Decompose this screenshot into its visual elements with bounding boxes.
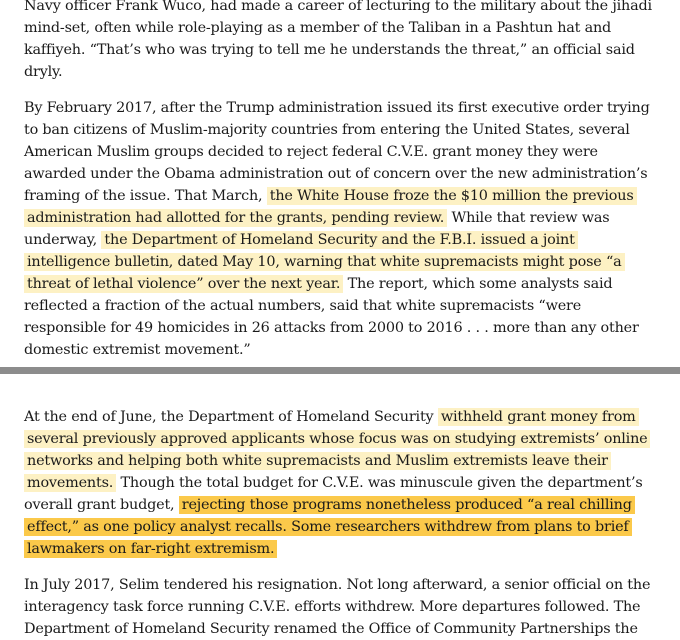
paragraph-february-2017	[24, 97, 656, 361]
text-span: At the end of June, the Department of Homeland Security	[24, 409, 438, 425]
text-span: By February 2017, after the Trump administration issued its first executive order trying to ban citizens of Muslim-majority countries from entering the United States, several American Muslim groups decided to reject federal C.V.E. grant money they were awarded under the Obama administration out of concern over the new administration’s framing of the issue. That March,	[24, 100, 650, 204]
paragraph-wuco: Navy officer Frank Wuco, had made a career of lecturing to the military about the jihadi mind-set, often while role-playing as a member of the Taliban in a Pashtun hat and kaffiyeh. “That’s who was trying to tell me he understands the threat,” an official said dryly.	[24, 0, 652, 80]
highlight-white-house-freeze[interactable]: the White House froze the $10 million the previous administration had allotted for the grants, pending review.	[24, 187, 637, 227]
highlight-chilling-effect[interactable]: rejecting those programs nonetheless produced “a real chilling effect,” as one policy analyst recalls. Some researchers withdrew from plans to brief lawmakers on far-right extremism.	[24, 496, 635, 558]
paragraph-end-of-june	[24, 406, 656, 560]
text-span: The report, which some analysts said reflected a fraction of the actual numbers, said that white supremacists “were responsible for 49 homicides in 26 attacks from 2000 to 2016 . . . more than any other domestic extremist movement.”	[24, 276, 639, 358]
highlight-joint-bulletin[interactable]: the Department of Homeland Security and the F.B.I. issued a joint intelligence bulletin, dated May 10, warning that white supremacists might pose “a threat of lethal violence” over the next year.	[24, 231, 625, 293]
highlight-withheld-grant[interactable]: withheld grant money from several previously approved applicants whose focus was on studying extremists’ online networks and helping both white supremacists and Muslim extremists leave their movements.	[24, 408, 650, 492]
section-divider	[0, 367, 680, 374]
text-span: Though the total budget for C.V.E. was minuscule given the department’s overall grant budget,	[24, 475, 643, 513]
paragraph-july-2017: In July 2017, Selim tendered his resignation. Not long afterward, a senior official on the interagency task force running C.V.E. efforts withdrew. More departures followed. The Department of Homeland Security renamed the Office of Community Partnerships the	[24, 577, 651, 637]
article-bottom-section	[0, 374, 680, 640]
text-span: While that review was underway,	[24, 210, 610, 248]
